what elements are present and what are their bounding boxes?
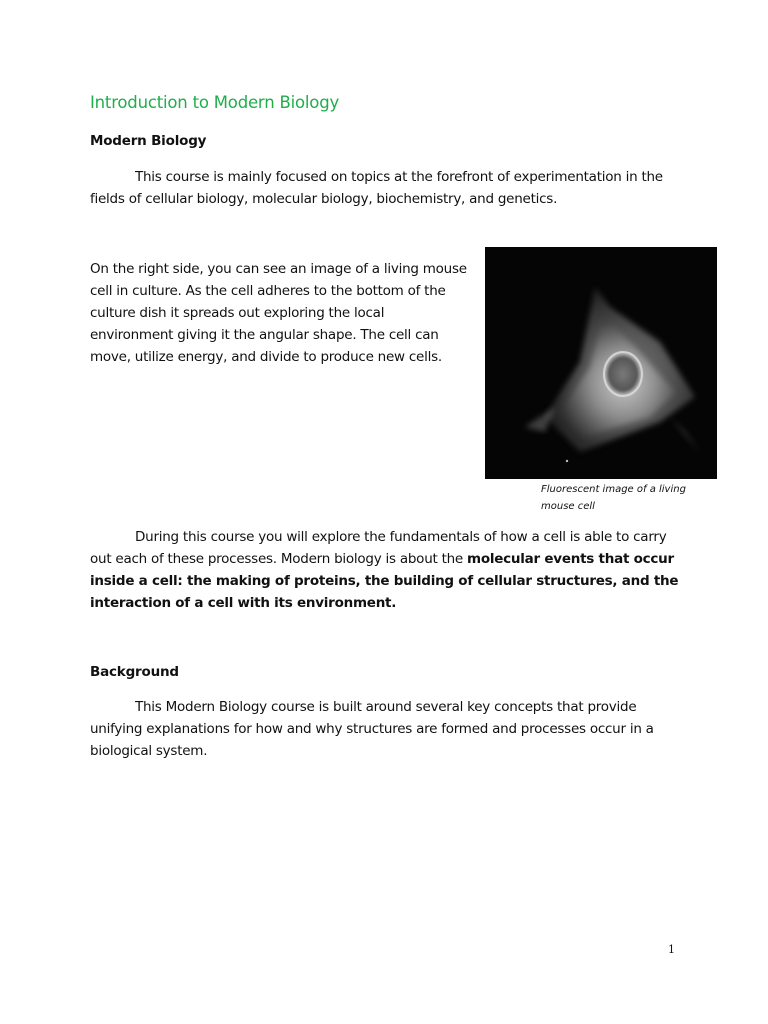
fundamentals-bold-text: molecular events that occur inside a cell: the making of proteins, the building of cellular structures, and the interaction of a cell with its environment — [90, 551, 679, 611]
mouse-cell-image — [485, 247, 717, 479]
fundamentals-text: During this course you will explore the fundamentals of how a cell is able to carry out each of these processes. Modern biology is about the — [90, 529, 667, 567]
page-number: 1 — [668, 943, 675, 956]
section-heading-modern-biology: Modern Biology — [90, 133, 207, 149]
fundamentals-period: . — [391, 595, 397, 611]
section-heading-background: Background — [90, 664, 179, 680]
fundamentals-paragraph — [90, 526, 680, 614]
page-title: Introduction to Modern Biology — [90, 93, 340, 112]
intro-paragraph: This course is mainly focused on topics at the forefront of experimentation in the fields of cellular biology, molecular biology, biochemistry, and genetics. — [90, 169, 663, 207]
fluorescent-cell-illustration — [485, 247, 717, 479]
cell-description-paragraph: On the right side, you can see an image of a living mouse cell in culture. As the cell adheres to the bottom of the culture dish it spreads out exploring the local environment giving it the angular shape. The cell can move, utilize energy, and divide to produce new cells. — [90, 261, 467, 365]
background-paragraph: This Modern Biology course is built around several key concepts that provide unifying explanations for how and why structures are formed and processes occur in a biological system. — [90, 699, 654, 759]
figure-caption: Fluorescent image of a living mouse cell — [541, 484, 686, 512]
